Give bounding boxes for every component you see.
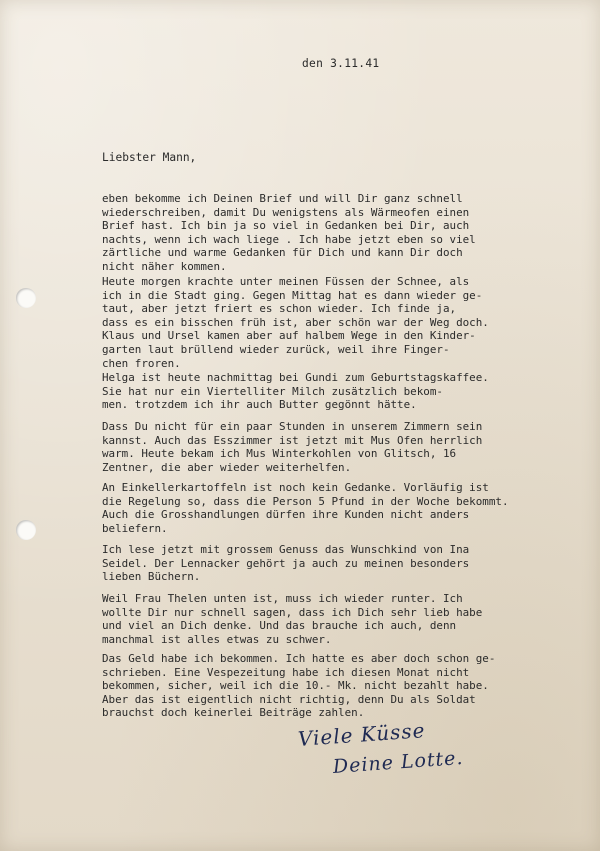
paragraph-line: schrieben. Eine Vespezeitung habe ich diesen Monat nicht xyxy=(102,665,470,679)
paragraph-line: Das Geld habe ich bekommen. Ich hatte es aber doch schon ge- xyxy=(102,652,496,665)
paragraph-line: brauchst doch keinerlei Beiträge zahlen. xyxy=(102,706,365,720)
paragraph-line: nicht näher kommen. xyxy=(102,259,227,273)
paragraph-8 xyxy=(102,652,562,720)
letter-salutation: Liebster Mann, xyxy=(102,151,197,164)
paragraph-line: garten laut brüllend wieder zurück, weil ihre Finger- xyxy=(102,342,450,356)
paragraph-line: Helga ist heute nachmittag bei Gundi zum Geburtstagskaffee. xyxy=(102,371,489,384)
paragraph-line: wollte Dir nur schnell sagen, dass ich Dich sehr lieb habe xyxy=(102,605,483,619)
paragraph-line: manchmal ist alles etwas zu schwer. xyxy=(102,632,332,646)
paragraph-6 xyxy=(102,543,562,584)
paragraph-line: beliefern. xyxy=(102,521,168,535)
paragraph-7 xyxy=(102,592,562,646)
paragraph-line: Aber das ist eigentlich nicht richtig, denn Du als Soldat xyxy=(102,692,476,706)
paragraph-line: lieben Büchern. xyxy=(102,570,201,584)
paragraph-line: Ich lese jetzt mit grossem Genuss das Wunschkind von Ina xyxy=(102,543,470,556)
paragraph-line: Auch die Grosshandlungen dürfen ihre Kunden nicht anders xyxy=(102,508,470,522)
paragraph-line: chen froren. xyxy=(102,356,181,370)
paragraph-line: dass es ein bisschen früh ist, aber schön war der Weg doch. xyxy=(102,315,489,329)
paragraph-line: warm. Heute bekam ich Mus Winterkohlen von Glitsch, 16 xyxy=(102,447,457,461)
signature-name: Deine Lotte. xyxy=(332,746,465,778)
paragraph-line: Sie hat nur ein Viertelliter Milch zusätzlich bekom- xyxy=(102,384,443,398)
paragraph-3 xyxy=(102,371,562,412)
signature-closing: Viele Küsse xyxy=(297,718,427,751)
paragraph-line: Seidel. Der Lennacker gehört ja auch zu meinen besonders xyxy=(102,556,470,570)
letter-date: den 3.11.41 xyxy=(302,57,380,70)
punch-hole-lower xyxy=(16,520,36,540)
paragraph-line: nachts, wenn ich wach liege . Ich habe jetzt eben so viel xyxy=(102,232,476,246)
paragraph-line: men. trotzdem ich ihr auch Butter gegönnt hätte. xyxy=(102,398,417,412)
paragraph-line: An Einkellerkartoffeln ist noch kein Gedanke. Vorläufig ist xyxy=(102,481,489,494)
paragraph-line: Zentner, die aber wieder weiterhelfen. xyxy=(102,460,352,474)
paragraph-line: eben bekomme ich Deinen Brief und will Dir ganz schnell xyxy=(102,192,463,205)
paragraph-line: zärtliche und warme Gedanken für Dich und kann Dir doch xyxy=(102,246,463,260)
paragraph-4 xyxy=(102,420,562,474)
paragraph-line: ich in die Stadt ging. Gegen Mittag hat es dann wieder ge- xyxy=(102,288,483,302)
paragraph-2 xyxy=(102,275,562,370)
paragraph-5 xyxy=(102,481,562,535)
paragraph-line: Klaus und Ursel kamen aber auf halbem Wege in den Kinder- xyxy=(102,329,476,343)
paragraph-line: Weil Frau Thelen unten ist, muss ich wieder runter. Ich xyxy=(102,592,463,605)
paragraph-line: Brief hast. Ich bin ja so viel in Gedanken bei Dir, auch xyxy=(102,219,470,233)
paragraph-line: Heute morgen krachte unter meinen Füssen der Schnee, als xyxy=(102,275,470,288)
paragraph-line: Dass Du nicht für ein paar Stunden in unserem Zimmern sein xyxy=(102,420,483,433)
paragraph-line: taut, aber jetzt friert es schon wieder. Ich finde ja, xyxy=(102,302,457,316)
paragraph-line: und viel an Dich denke. Und das brauche ich auch, denn xyxy=(102,619,457,633)
paragraph-line: kannst. Auch das Esszimmer ist jetzt mit Mus Ofen herrlich xyxy=(102,433,483,447)
paragraph-line: die Regelung so, dass die Person 5 Pfund in der Woche bekommt. xyxy=(102,494,509,508)
paragraph-1 xyxy=(102,192,562,274)
paragraph-line: wiederschreiben, damit Du wenigstens als Wärmeofen einen xyxy=(102,205,470,219)
punch-hole-upper xyxy=(16,288,36,308)
paragraph-line: bekommen, sicher, weil ich die 10.- Mk. nicht bezahlt habe. xyxy=(102,679,489,693)
